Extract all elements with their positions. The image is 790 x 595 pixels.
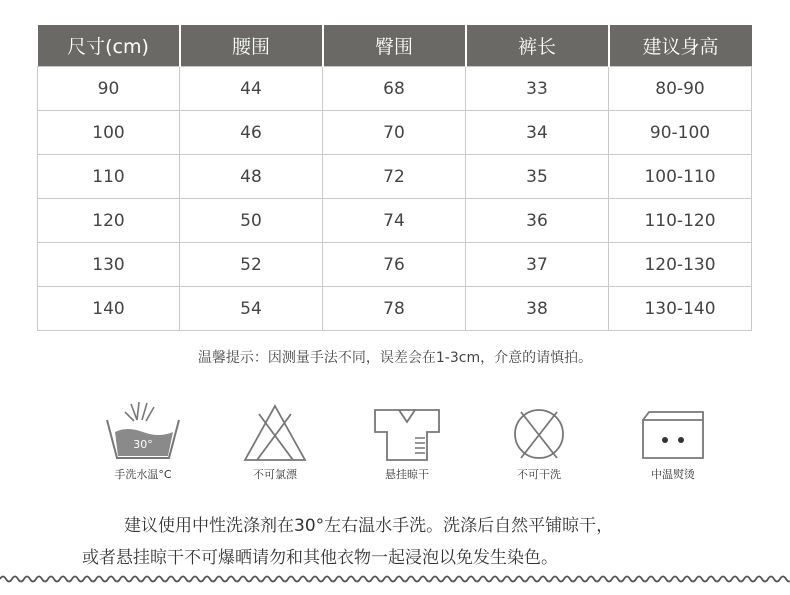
cell-length: 33 [466, 67, 609, 111]
cell-waist: 54 [180, 287, 323, 331]
wavy-divider [0, 572, 790, 586]
header-size: 尺寸(cm) [38, 25, 180, 67]
table-row [38, 287, 752, 331]
cell-height: 90-100 [609, 111, 752, 155]
cell-waist: 48 [180, 155, 323, 199]
header-length: 裤长 [466, 25, 609, 67]
care-icons [88, 398, 728, 488]
cell-hip: 74 [323, 199, 466, 243]
cell-size: 110 [38, 155, 180, 199]
cell-waist: 52 [180, 243, 323, 287]
cell-height: 110-120 [609, 199, 752, 243]
cell-hip: 68 [323, 67, 466, 111]
cell-length: 36 [466, 199, 609, 243]
table-row [38, 155, 752, 199]
cell-hip: 78 [323, 287, 466, 331]
cell-size: 140 [38, 287, 180, 331]
care-item-hang-dry [352, 398, 462, 482]
cell-waist: 46 [180, 111, 323, 155]
care-label: 中温熨烫 [651, 468, 695, 481]
table-header-row [38, 25, 752, 67]
header-hip: 臀围 [323, 25, 466, 67]
table-row [38, 199, 752, 243]
care-instruction-line-2: 或者悬挂晾干不可爆晒请勿和其他衣物一起浸泡以免发生染色。 [82, 548, 558, 568]
no-dry-clean-icon [497, 398, 581, 464]
table-row [38, 67, 752, 111]
size-chart-table [37, 25, 752, 331]
care-item-no-bleach [220, 398, 330, 482]
cell-size: 130 [38, 243, 180, 287]
hand-wash-icon [101, 398, 185, 464]
cell-length: 35 [466, 155, 609, 199]
cell-waist: 50 [180, 199, 323, 243]
table-row [38, 243, 752, 287]
cell-hip: 72 [323, 155, 466, 199]
cell-length: 37 [466, 243, 609, 287]
iron-medium-icon [631, 398, 715, 464]
cell-hip: 76 [323, 243, 466, 287]
measurement-tip: 温馨提示：因测量手法不同，误差会在1-3cm，介意的请慎拍。 [197, 350, 593, 366]
care-item-no-dry-clean [484, 398, 594, 482]
care-label: 不可氯漂 [253, 468, 297, 481]
care-instruction-line-1: 建议使用中性洗涤剂在30°左右温水手洗。洗涤后自然平铺晾干， [124, 516, 614, 536]
cell-hip: 70 [323, 111, 466, 155]
cell-height: 130-140 [609, 287, 752, 331]
care-label: 不可干洗 [517, 468, 561, 481]
cell-height: 80-90 [609, 67, 752, 111]
hang-dry-icon [365, 398, 449, 464]
cell-height: 120-130 [609, 243, 752, 287]
cell-size: 100 [38, 111, 180, 155]
cell-height: 100-110 [609, 155, 752, 199]
header-waist: 腰围 [180, 25, 323, 67]
cell-length: 34 [466, 111, 609, 155]
cell-size: 120 [38, 199, 180, 243]
water-temp-badge: 30° [133, 438, 153, 451]
header-height: 建议身高 [609, 25, 752, 67]
cell-size: 90 [38, 67, 180, 111]
care-item-hand-wash [88, 398, 198, 482]
cell-length: 38 [466, 287, 609, 331]
care-label: 悬挂晾干 [385, 468, 429, 481]
care-label: 手洗水温°C [114, 468, 172, 481]
care-item-iron-medium [618, 398, 728, 482]
cell-waist: 44 [180, 67, 323, 111]
table-row [38, 111, 752, 155]
no-bleach-icon [233, 398, 317, 464]
